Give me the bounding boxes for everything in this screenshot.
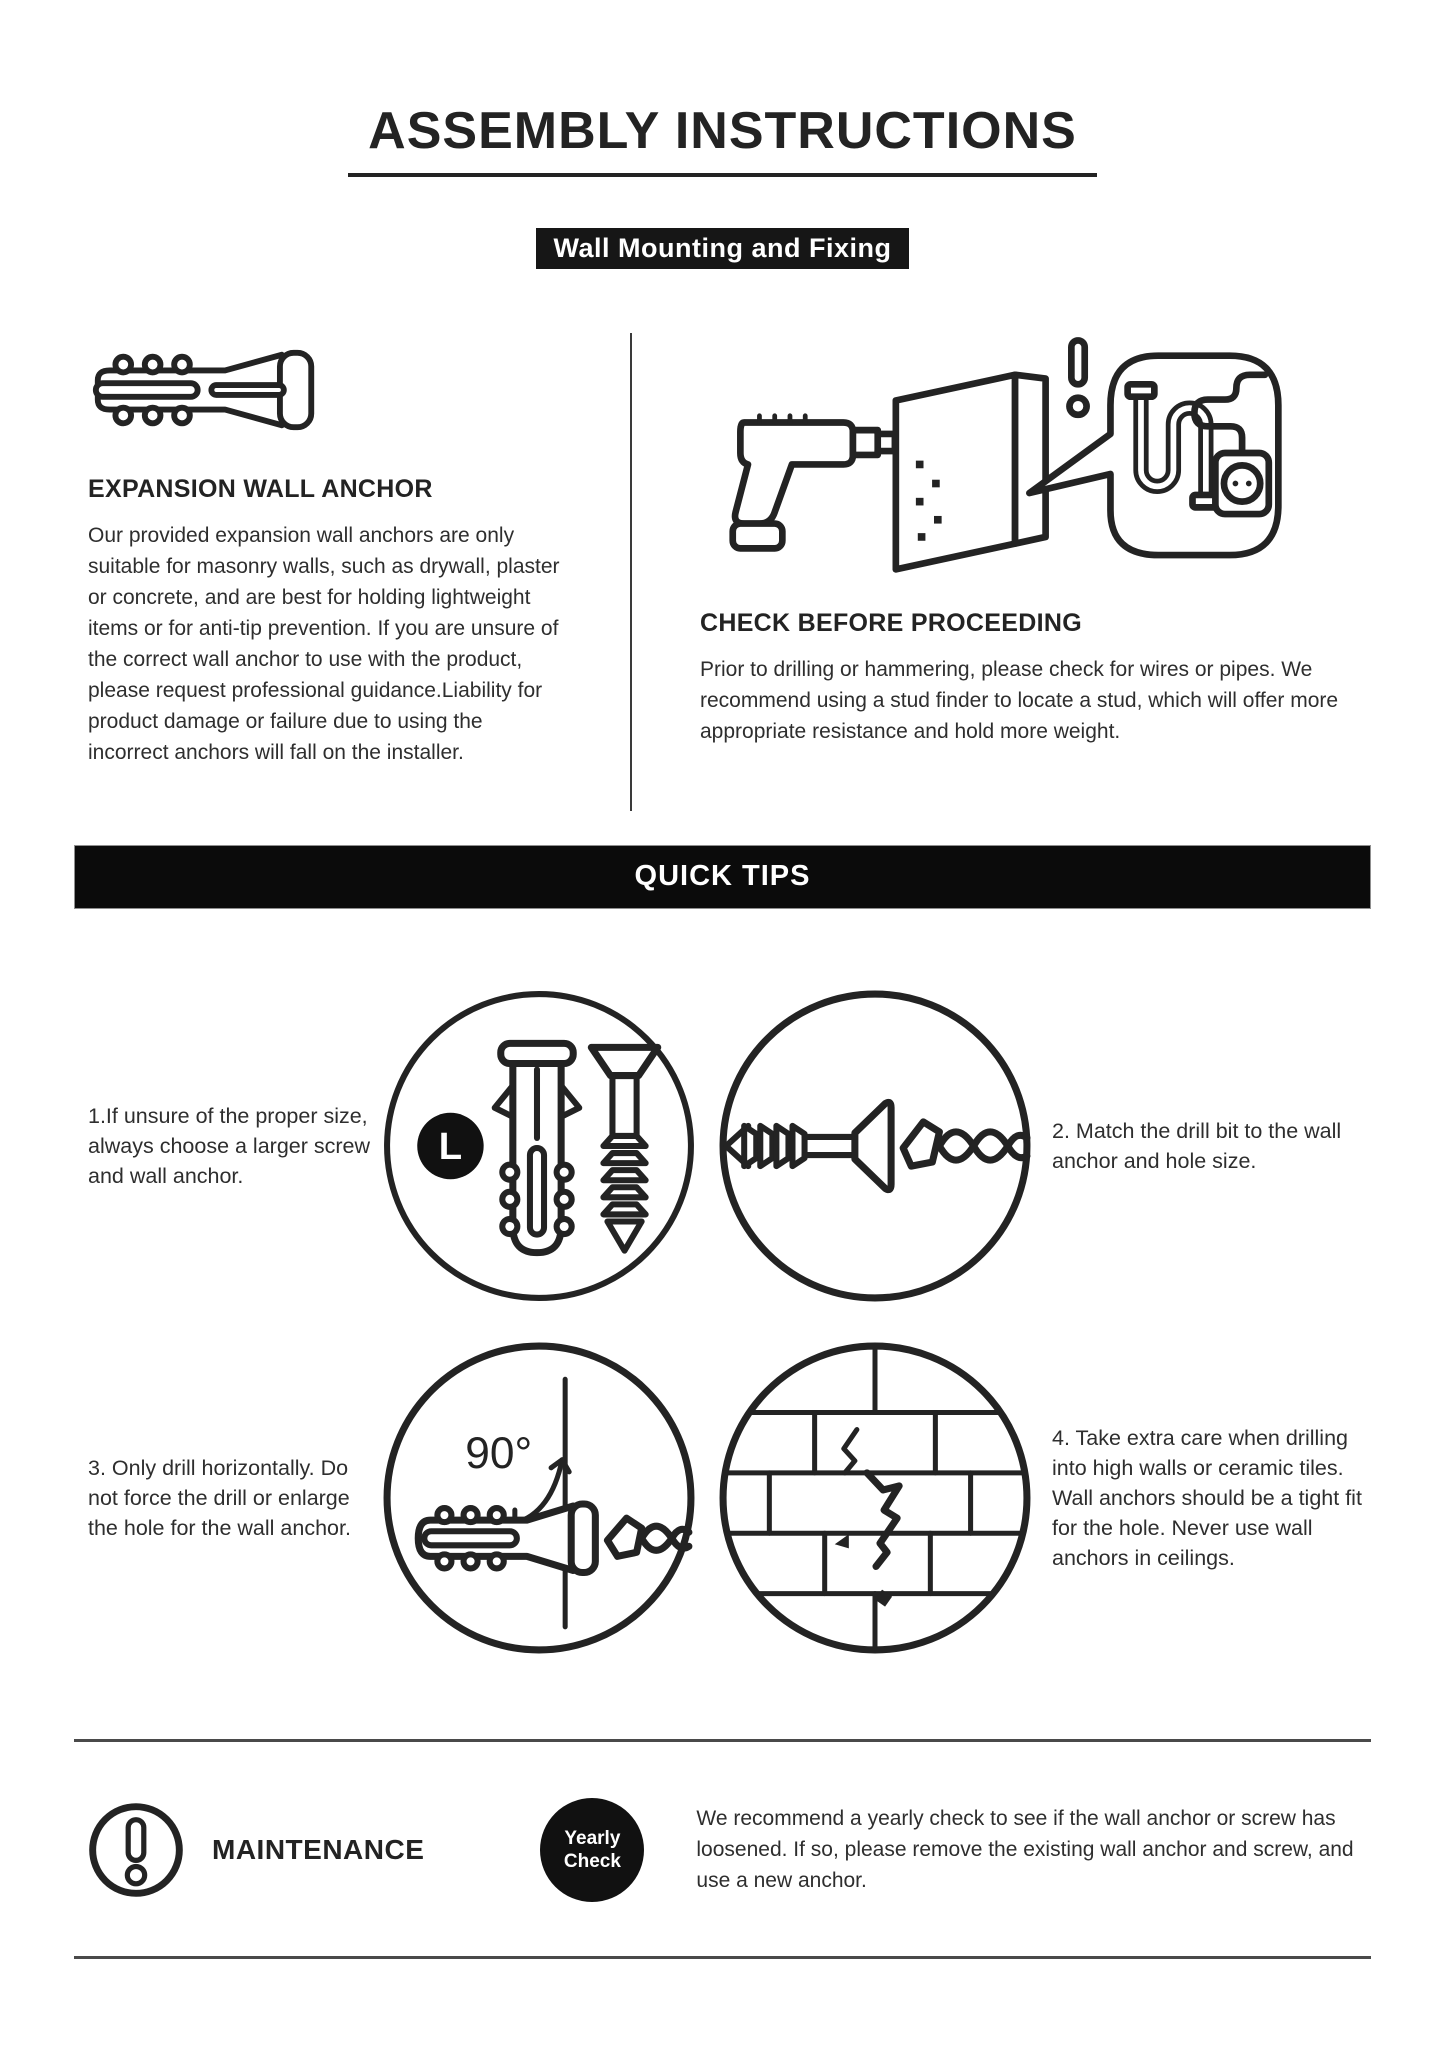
yearly-check-line-1: Yearly (564, 1827, 621, 1849)
tip-2-illustration (714, 985, 1036, 1307)
subtitle-tag: Wall Mounting and Fixing (536, 228, 910, 269)
wall-anchor-and-screw-icon (378, 985, 700, 1307)
intro-section (88, 329, 1375, 815)
screw-drill-bit-match-icon (714, 985, 1036, 1307)
maintenance-heading: MAINTENANCE (212, 1833, 425, 1865)
maintenance-body: We recommend a yearly check to see if the wall anchor or screw has loosened. If so, please remove the existing wall anchor and screw, and use a new anchor. (696, 1807, 1354, 1893)
tip-4-illustration (714, 1337, 1036, 1659)
tips-row-1 (88, 985, 1375, 1307)
tip-1-illustration (378, 985, 700, 1307)
page-title: ASSEMBLY INSTRUCTIONS (348, 101, 1097, 177)
tip-4-text: 4. Take extra care when drilling into high walls or ceramic tiles. Wall anchors should be a tight fit for the hole. Never use wall anchors in ceilings. (1052, 1425, 1362, 1570)
tip-3-text: 3. Only drill horizontally. Do not force the drill or enlarge the hole for the wall anchor. (88, 1455, 351, 1540)
check-before-body: Prior to drilling or hammering, please check for wires or pipes. We recommend using a stud finder to locate a stud, which will offer more appropriate resistance and hold more weight. (700, 657, 1339, 743)
warning-exclamation-icon (84, 1798, 188, 1902)
yearly-check-badge (540, 1798, 644, 1902)
expansion-anchor-body: Our provided expansion wall anchors are only suitable for masonry walls, such as drywall, plaster or concrete, and are best for holding lightweight items or for anti-tip prevention. If you are unsure of the correct wall anchor to use with the product, please request professional guidance.Liability for product damage or failure due to using the incorrect anchors will fall on the installer. (88, 523, 560, 764)
quick-tips-bar (74, 845, 1371, 909)
expansion-anchor-column (88, 329, 560, 815)
tip-1-text: 1.If unsure of the proper size, always choose a larger screw and wall anchor. (88, 1103, 371, 1188)
cracked-brick-wall-icon (714, 1337, 1036, 1659)
tips-row-2 (88, 1337, 1375, 1659)
subtitle-wrap (0, 228, 1445, 269)
angle-90-label: 90° (465, 1428, 533, 1478)
check-before-heading: CHECK BEFORE PROCEEDING (700, 608, 1082, 637)
check-before-column (560, 329, 1375, 815)
drill-wall-hidden-pipes-wires-icon (700, 329, 1292, 577)
size-l-badge-label: L (438, 1124, 463, 1168)
tip-2-text: 2. Match the drill bit to the wall anchor and hole size. (1052, 1118, 1342, 1173)
section-divider-top (74, 1739, 1371, 1742)
tip-3-illustration (378, 1337, 700, 1659)
column-divider (630, 333, 632, 811)
drill-horizontal-90-degrees-icon (378, 1337, 700, 1659)
header (0, 0, 1445, 212)
section-divider-bottom (74, 1956, 1371, 1959)
yearly-check-line-2: Check (563, 1850, 621, 1872)
expansion-anchor-heading: EXPANSION WALL ANCHOR (88, 474, 433, 503)
maintenance-section (84, 1798, 1375, 1902)
expansion-wall-anchor-icon (88, 341, 323, 439)
quick-tips-heading: QUICK TIPS (634, 860, 811, 893)
